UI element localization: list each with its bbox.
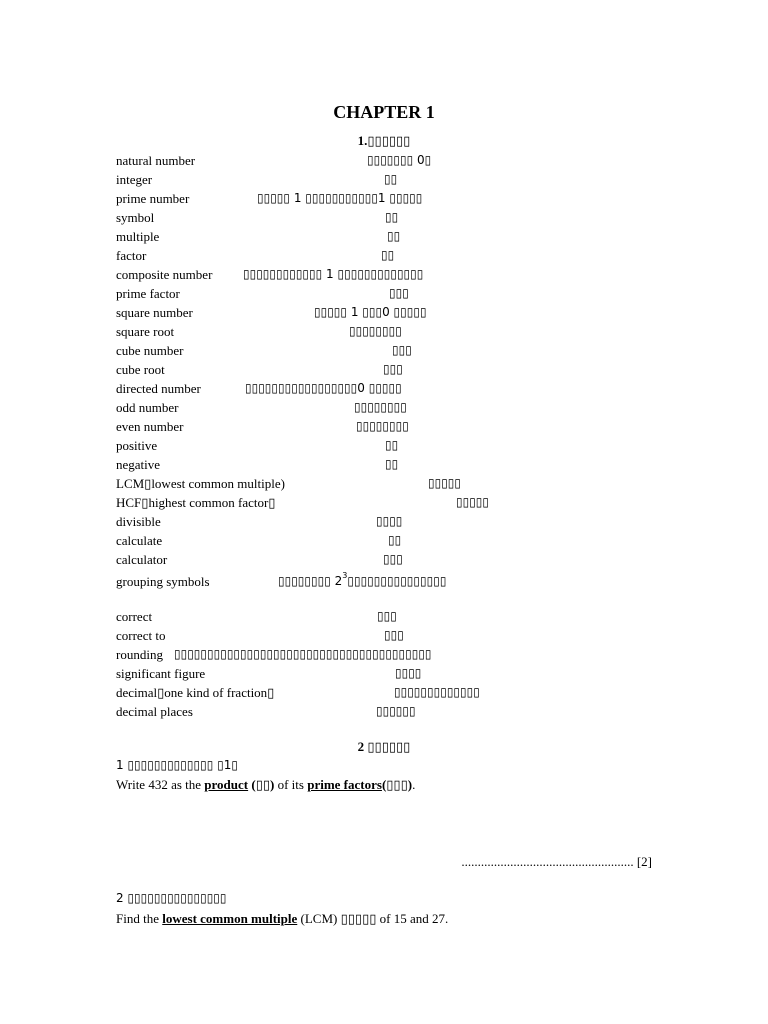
vocab-term: square number <box>116 305 193 320</box>
vocab-row <box>0 151 768 170</box>
vocab-term: LCM▯lowest common multiple) <box>116 476 285 491</box>
vocab-definition: ▯▯ <box>385 457 399 471</box>
vocab-term: integer <box>116 172 153 187</box>
vocab-term: negative <box>116 457 161 472</box>
vocab-term: significant figure <box>116 666 206 681</box>
questions-heading: 2 ▯▯▯▯▯▯ <box>357 739 411 754</box>
vocab-term: grouping symbols <box>116 574 210 589</box>
vocab-row <box>0 246 768 265</box>
vocab-definition-pre: ▯▯▯▯▯▯▯▯ 2 <box>278 574 343 588</box>
q2-heading: 2 ▯▯▯▯▯▯▯▯▯▯▯▯▯▯▯ <box>116 891 227 905</box>
vocab-row <box>0 227 768 246</box>
vocab-definition: ▯▯▯▯▯▯▯▯▯▯▯▯▯ <box>394 685 480 699</box>
vocab-definition: ▯▯ <box>381 248 395 262</box>
q2-keyword-lcm: lowest common multiple <box>162 911 298 926</box>
q1-text <box>116 777 415 793</box>
vocab-term: correct <box>116 609 153 624</box>
vocab-definition: ▯▯▯▯▯▯▯▯▯▯▯▯ 1 ▯▯▯▯▯▯▯▯▯▯▯▯▯ <box>243 267 424 281</box>
vocab-definition: ▯▯▯▯▯ 1 ▯▯▯0 ▯▯▯▯▯ <box>314 305 427 319</box>
vocab-definition: ▯▯ <box>385 438 399 452</box>
q2-pre: Find the <box>116 911 163 926</box>
q1-mid: of its <box>274 777 308 792</box>
vocab-term: cube number <box>116 343 184 358</box>
vocab-definition: ▯▯▯▯▯ <box>456 495 490 509</box>
vocab-term: factor <box>116 248 147 263</box>
vocab-definition: ▯▯▯▯ <box>376 514 403 528</box>
vocab-row <box>0 474 768 493</box>
vocab-definition: ▯▯▯▯▯ <box>428 476 462 490</box>
vocab-definition: ▯▯ <box>387 229 401 243</box>
vocab-definition: ▯▯▯▯ <box>395 666 422 680</box>
vocab-definition-post: ▯▯▯▯▯▯▯▯▯▯▯▯▯▯▯ <box>347 574 447 588</box>
vocab-definition: ▯▯▯ <box>383 362 403 376</box>
vocab-term: correct to <box>116 628 166 643</box>
vocab-term: multiple <box>116 229 160 244</box>
vocab-row <box>0 572 768 591</box>
vocab-definition: ▯▯▯▯▯▯▯▯▯▯▯▯▯▯▯▯▯▯▯▯▯▯▯▯▯▯▯▯▯▯▯▯▯▯▯▯▯▯▯ <box>174 647 432 661</box>
q1-heading: 1 ▯▯▯▯▯▯▯▯▯▯▯▯▯ ▯1▯ <box>116 758 238 772</box>
vocab-row <box>0 284 768 303</box>
vocab-row <box>0 265 768 284</box>
vocab-term: even number <box>116 419 184 434</box>
vocab-definition: ▯▯▯ <box>392 343 412 357</box>
vocab-definition: ▯▯ <box>385 210 399 224</box>
vocab-term: prime number <box>116 191 190 206</box>
vocab-term: symbol <box>116 210 155 225</box>
vocab-term: odd number <box>116 400 179 415</box>
vocab-row <box>0 341 768 360</box>
vocab-row <box>0 360 768 379</box>
vocab-term: composite number <box>116 267 213 282</box>
vocab-definition-superscript: 3 <box>342 571 348 580</box>
q2-text <box>116 911 448 927</box>
vocab-row <box>0 645 768 664</box>
vocab-term: positive <box>116 438 158 453</box>
vocab-term: decimal places <box>116 704 193 719</box>
vocab-definition: ▯▯▯▯▯ 1 ▯▯▯▯▯▯▯▯▯▯▯1 ▯▯▯▯▯ <box>257 191 423 205</box>
vocab-definition <box>278 572 446 591</box>
vocab-definition: ▯▯▯▯▯▯ <box>376 704 416 718</box>
vocab-definition: ▯▯▯ <box>383 552 403 566</box>
vocab-row <box>0 626 768 645</box>
vocab-term: natural number <box>116 153 196 168</box>
vocab-row <box>0 512 768 531</box>
vocab-row <box>0 322 768 341</box>
q1-keyword-product: product <box>204 777 249 792</box>
vocab-term: square root <box>116 324 175 339</box>
vocab-definition: ▯▯▯ <box>384 628 404 642</box>
vocab-term: calculate <box>116 533 163 548</box>
vocab-row <box>0 683 768 702</box>
vocab-row <box>0 189 768 208</box>
vocab-row <box>0 455 768 474</box>
vocab-row <box>0 493 768 512</box>
vocab-term: divisible <box>116 514 161 529</box>
vocab-heading: 1.▯▯▯▯▯▯ <box>357 133 411 148</box>
vocab-row <box>0 531 768 550</box>
vocab-definition: ▯▯▯▯▯▯▯ 0▯ <box>367 153 432 167</box>
vocab-definition: ▯▯ <box>388 533 402 547</box>
vocab-row <box>0 436 768 455</box>
vocab-row <box>0 208 768 227</box>
vocab-term: prime factor <box>116 286 180 301</box>
vocab-definition: ▯▯▯▯▯▯▯▯ <box>356 419 409 433</box>
vocab-row <box>0 170 768 189</box>
vocab-row <box>0 379 768 398</box>
vocab-definition: ▯▯▯▯▯▯▯▯ <box>354 400 407 414</box>
chapter-title: CHAPTER 1 <box>333 102 435 122</box>
q2-mid: (LCM) ▯▯▯▯▯ of 15 and 27. <box>297 911 449 926</box>
vocab-term: rounding <box>116 647 163 662</box>
vocab-term: calculator <box>116 552 168 567</box>
vocab-row <box>0 607 768 626</box>
vocab-row <box>0 303 768 322</box>
vocab-row <box>0 702 768 721</box>
vocab-term: cube root <box>116 362 165 377</box>
q1-answer-line: ..................................................... [2] <box>461 854 652 869</box>
q1-keyword-prime-factors: prime factors <box>307 777 382 792</box>
vocab-definition: ▯▯▯▯▯▯▯▯▯▯▯▯▯▯▯▯▯0 ▯▯▯▯▯ <box>245 381 402 395</box>
q1-pre: Write 432 as the <box>116 777 205 792</box>
vocab-row <box>0 664 768 683</box>
vocab-row <box>0 417 768 436</box>
q1-end: . <box>412 777 416 792</box>
q1-keyword-prime-factors-cn: (▯▯▯) <box>381 777 413 792</box>
vocab-term: decimal▯one kind of fraction▯ <box>116 685 275 700</box>
q1-keyword-product-cn: (▯▯) <box>251 777 275 792</box>
vocab-row <box>0 398 768 417</box>
vocab-definition: ▯▯▯ <box>389 286 409 300</box>
vocab-definition: ▯▯ <box>384 172 398 186</box>
vocab-row <box>0 550 768 569</box>
vocab-definition: ▯▯▯▯▯▯▯▯ <box>349 324 402 338</box>
vocab-term: directed number <box>116 381 201 396</box>
vocab-definition: ▯▯▯ <box>377 609 397 623</box>
vocab-term: HCF▯highest common factor▯ <box>116 495 276 510</box>
